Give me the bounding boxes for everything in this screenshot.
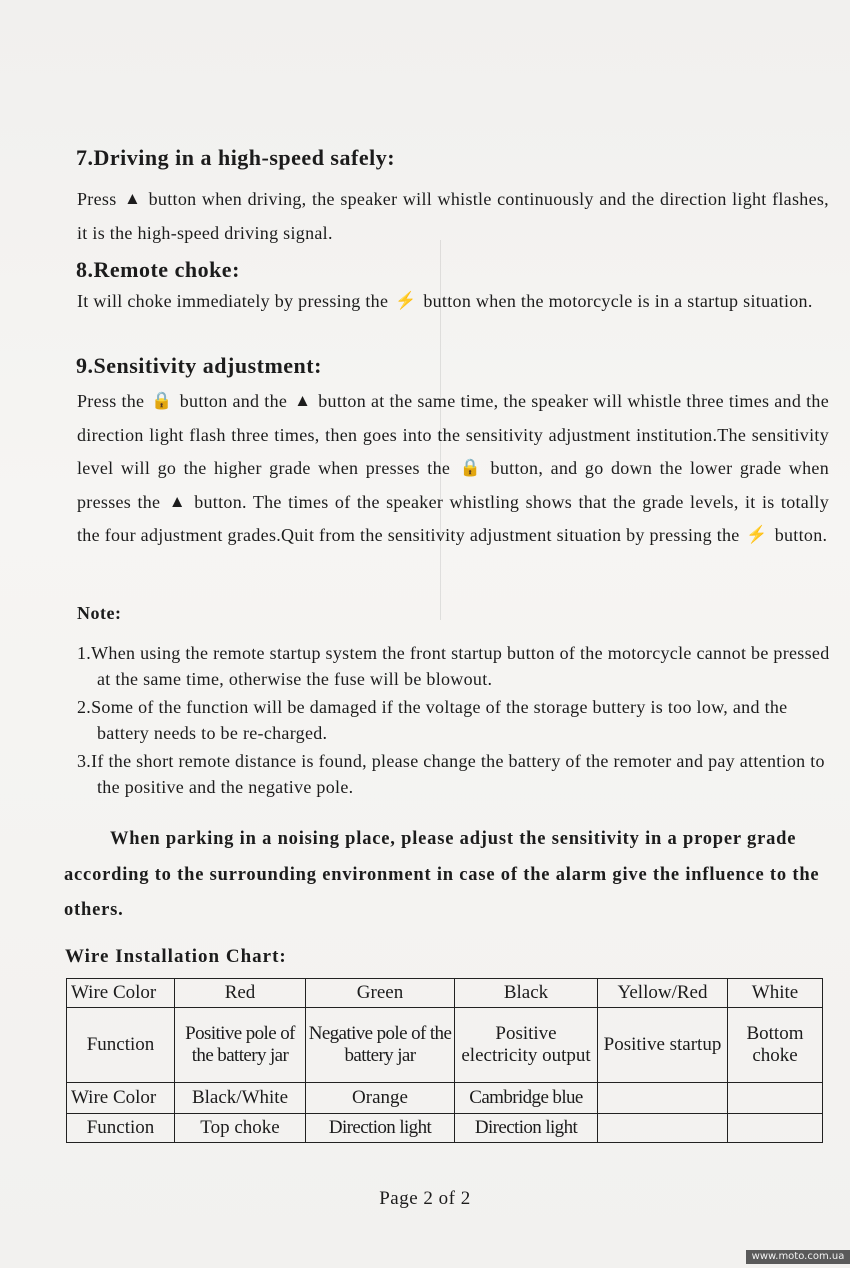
table-row [67,1008,823,1083]
note-item: 1.When using the remote startup system the front startup button of the motorcycle cannot be pressed at the same time, otherwise the fuse will be blowout. [77,643,830,689]
table-cell: Bottom choke [728,1008,823,1083]
table-cell: Red [175,979,306,1008]
table-cell: Positive electricity output [455,1008,598,1083]
lock-button-icon: 🔒 [151,391,173,410]
table-cell: Direction light [306,1114,455,1143]
table-row [67,979,823,1008]
lock-button-icon: 🔒 [459,458,482,477]
table-cell: Wire Color [67,1083,175,1114]
watermark: www.moto.com.ua [746,1250,850,1264]
triangle-button-icon: ▲ [168,491,186,511]
parking-warning: When parking in a noising place, please adjust the sensitivity in a proper grade according to the surrounding environment in case of the alarm give the influence to the others. [64,829,820,920]
table-cell: Cambridge blue [455,1083,598,1114]
triangle-button-icon: ▲ [294,391,312,410]
page-number: Page 2 of 2 [379,1188,471,1209]
note-title: Note: [77,603,122,623]
note-item: 3.If the short remote distance is found, please change the battery of the remoter and pay attention to the positive and the negative pole. [77,751,825,797]
table-cell: Negative pole of the battery jar [306,1008,455,1083]
notes-list [77,640,837,802]
table-cell: Black/White [175,1083,306,1114]
table-cell: Black [455,979,598,1008]
table-cell: Orange [306,1083,455,1114]
bolt-button-icon: ⚡ [746,525,768,544]
wire-installation-table [66,978,823,1143]
table-cell: Function [67,1008,175,1083]
table-cell: Function [67,1114,175,1143]
table-cell [728,1114,823,1143]
table-cell: Top choke [175,1114,306,1143]
section-7-heading: 7.Driving in a high-speed safely: [76,145,396,170]
table-cell [598,1114,728,1143]
triangle-button-icon: ▲ [124,189,142,208]
section-9-text: Press the 🔒 button and the ▲ button at the same time, the speaker will whistle three times and the direction light flash three times, then goes into the sensitivity adjustment institution.The sensitivity level will go the higher grade when presses the 🔒 button, and go down the lower grade when presses the ▲ button. The times of the speaker whistling shows that the grade levels, it is totally the four adjustment grades.Quit from the sensitivity adjustment situation by pressing the ⚡ button. [77,391,829,545]
table-cell: Positive startup [598,1008,728,1083]
section-8-text: It will choke immediately by pressing the ⚡ button when the motorcycle is in a startup situation. [77,291,813,311]
table-cell: Positive pole of the battery jar [175,1008,306,1083]
bolt-button-icon: ⚡ [395,291,417,310]
table-row [67,1114,823,1143]
table-cell: Direction light [455,1114,598,1143]
wire-chart-title: Wire Installation Chart: [65,946,287,967]
note-item: 2.Some of the function will be damaged if the voltage of the storage buttery is too low, and the battery needs to be re-charged. [77,697,788,743]
table-row [67,1083,823,1114]
table-cell: Wire Color [67,979,175,1008]
section-8-heading: 8.Remote choke: [76,257,240,282]
section-7-text: Press ▲ button when driving, the speaker will whistle continuously and the direction light flashes, it is the high-speed driving signal. [77,189,829,243]
section-9-heading: 9.Sensitivity adjustment: [76,353,322,378]
table-cell: Yellow/Red [598,979,728,1008]
table-cell [728,1083,823,1114]
table-cell: Green [306,979,455,1008]
table-cell: White [728,979,823,1008]
table-cell [598,1083,728,1114]
